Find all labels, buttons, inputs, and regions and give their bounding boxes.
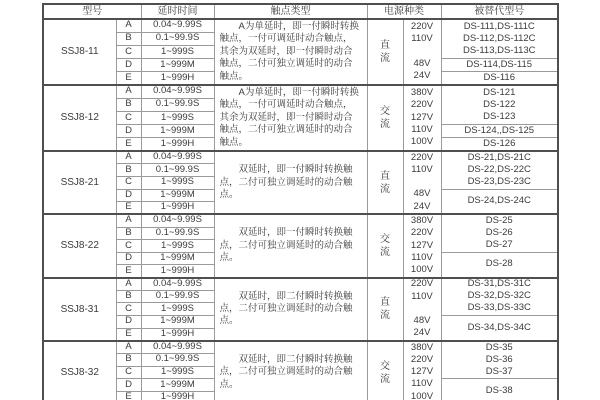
- voltage-value: 110V: [411, 378, 433, 390]
- replaced-cell: [441, 85, 558, 125]
- table-row: [43, 19, 558, 32]
- replaced-model: DS-34,DS-34C: [441, 316, 558, 341]
- delay-value: 1~999H: [141, 392, 214, 400]
- replaced-model: DS-24,DS-24C: [441, 189, 558, 214]
- voltage-cell: [403, 19, 441, 85]
- row-letter: C: [116, 111, 141, 124]
- model-cell: SSJ8-22: [43, 214, 116, 277]
- delay-value: 1~999H: [141, 72, 214, 85]
- delay-value: 1~999S: [141, 45, 214, 58]
- table-row: [43, 151, 558, 164]
- header-row: [43, 4, 558, 19]
- replaced-model: DS-36: [485, 353, 513, 365]
- power-kind-cell: [367, 85, 403, 151]
- power-kind: 直流: [380, 297, 390, 322]
- row-letter: B: [116, 98, 141, 111]
- header-contact: 触点类型: [214, 4, 367, 19]
- replaced-cell: [441, 214, 558, 252]
- power-kind-cell: [367, 278, 403, 341]
- replaced-model: DS-112,DS-112C: [462, 32, 536, 44]
- delay-value: 1~999M: [141, 189, 214, 202]
- contact-cell: [214, 214, 367, 277]
- row-letter: C: [116, 240, 141, 253]
- delay-value: 1~999S: [141, 303, 214, 316]
- delay-value: 0.1~99.9S: [141, 32, 214, 45]
- voltage-value: 127V: [410, 111, 434, 123]
- replaced-model: DS-111,DS-111C: [463, 20, 535, 32]
- row-letter: D: [116, 316, 141, 329]
- table-row: [43, 278, 558, 291]
- delay-value: 1~999S: [141, 240, 214, 253]
- voltage-value: 110V: [411, 290, 433, 302]
- replaced-model: DS-113,DS-113C: [462, 44, 536, 56]
- contact-cell: [214, 341, 367, 400]
- replaced-model: DS-23,DS-23C: [467, 175, 531, 187]
- row-letter: D: [116, 189, 141, 202]
- replaced-model: DS-25: [485, 215, 513, 227]
- replaced-model: DS-114,DS-115: [441, 59, 558, 72]
- replaced-model: DS-122: [483, 98, 516, 110]
- row-letter: A: [116, 341, 141, 354]
- delay-value: 1~999S: [141, 366, 214, 379]
- replaced-model: DS-116: [441, 72, 558, 85]
- voltage-value: 110V: [411, 164, 433, 176]
- contact-description: 双延时，即一付瞬时转换触点，二付可独立调延时的动合触点。: [219, 227, 353, 264]
- delay-value: 0.04~9.99S: [141, 85, 214, 98]
- replaced-model: DS-21,DS-21C: [467, 151, 531, 163]
- replaced-model: DS-32,DS-32C: [467, 290, 531, 302]
- replaced-model: DS-38: [441, 379, 558, 400]
- delay-value: 1~999M: [141, 59, 214, 72]
- row-letter: A: [116, 278, 141, 291]
- delay-value: 1~999H: [141, 265, 214, 278]
- replaced-model: DS-27: [485, 239, 513, 251]
- contact-description: A为单延时，即一付瞬时转换触点，一付可调延时动合触点，其余为双延时，即一付瞬时动合触点，二付可独立调延时的动合触点。: [219, 87, 359, 148]
- row-letter: D: [116, 125, 141, 138]
- row-letter: E: [116, 392, 141, 400]
- model-cell: SSJ8-32: [43, 341, 116, 400]
- delay-value: 0.04~9.99S: [141, 151, 214, 164]
- row-letter: C: [116, 176, 141, 189]
- voltage-value: 127V: [410, 239, 434, 251]
- voltage-value: 48V: [413, 315, 431, 327]
- header-delay: 延时时间: [141, 4, 214, 19]
- power-kind-cell: [367, 151, 403, 214]
- voltage-value: 380V: [410, 341, 434, 353]
- voltage-value: 48V: [413, 188, 431, 200]
- voltage-cell: [403, 85, 441, 151]
- power-kind-cell: [367, 214, 403, 277]
- row-letter: C: [116, 45, 141, 58]
- delay-value: 1~999M: [141, 125, 214, 138]
- header-model: 型号: [43, 4, 141, 19]
- voltage-value: 100V: [410, 263, 434, 275]
- voltage-cell: [403, 151, 441, 214]
- voltage-value: 220V: [410, 151, 434, 163]
- row-letter: D: [116, 252, 141, 265]
- voltage-cell: [403, 214, 441, 277]
- voltage-cell: [403, 278, 441, 341]
- voltage-value: 110V: [411, 123, 433, 135]
- row-letter: A: [116, 214, 141, 227]
- spec-table: [42, 3, 559, 400]
- contact-description: 双延时，即二付瞬时转换触点，二付可独立调延时的动合触点。: [219, 290, 353, 327]
- delay-value: 1~999S: [141, 111, 214, 124]
- row-letter: E: [116, 328, 141, 341]
- row-letter: E: [116, 265, 141, 278]
- row-letter: B: [116, 354, 141, 367]
- replaced-model: DS-123: [483, 110, 516, 122]
- voltage-value: 220V: [410, 353, 434, 365]
- delay-value: 0.04~9.99S: [141, 19, 214, 32]
- power-kind: 直流: [380, 40, 390, 65]
- voltage-value: 100V: [410, 390, 434, 400]
- replaced-model: DS-33,DS-33C: [467, 302, 531, 314]
- replaced-cell: [441, 341, 558, 379]
- replaced-model: DS-37: [485, 365, 513, 377]
- row-letter: A: [116, 85, 141, 98]
- replaced-model: DS-28: [441, 252, 558, 277]
- contact-description: 双延时，即二付瞬时转换触点，二付可独立调延时的动合触点。: [219, 353, 353, 390]
- voltage-value: [404, 46, 441, 58]
- delay-value: 0.1~99.9S: [141, 290, 214, 303]
- row-letter: B: [116, 290, 141, 303]
- model-cell: SSJ8-21: [43, 151, 116, 214]
- row-letter: A: [116, 151, 141, 164]
- voltage-cell: [403, 341, 441, 400]
- voltage-value: 100V: [410, 136, 434, 147]
- voltage-value: 220V: [410, 99, 434, 111]
- row-letter: D: [116, 379, 141, 392]
- replaced-cell: [441, 278, 558, 316]
- power-kind: 交流: [380, 106, 390, 131]
- contact-description: A为单延时，即一付瞬时转换触点，一付可调延时动合触点，其余为双延时，即一付瞬时动合触点，二付可独立调延时的动合触点。: [219, 21, 359, 82]
- delay-value: 0.04~9.99S: [141, 341, 214, 354]
- power-kind: 交流: [380, 233, 390, 258]
- replaced-model: DS-26: [485, 227, 513, 239]
- delay-value: 0.04~9.99S: [141, 278, 214, 291]
- voltage-value: 220V: [410, 21, 434, 33]
- contact-cell: [214, 278, 367, 341]
- row-letter: E: [116, 138, 141, 151]
- replaced-model: DS-121: [483, 86, 516, 98]
- voltage-value: 24V: [413, 69, 431, 81]
- model-cell: SSJ8-12: [43, 85, 116, 151]
- power-kind: 直流: [380, 170, 390, 195]
- row-letter: B: [116, 227, 141, 240]
- row-letter: D: [116, 59, 141, 72]
- delay-value: 0.04~9.99S: [141, 214, 214, 227]
- voltage-value: 220V: [410, 227, 434, 239]
- voltage-value: 110V: [411, 251, 433, 263]
- delay-value: 1~999H: [141, 328, 214, 341]
- delay-value: 1~999H: [141, 202, 214, 215]
- row-letter: B: [116, 164, 141, 177]
- voltage-value: 380V: [410, 215, 434, 227]
- contact-cell: [214, 85, 367, 151]
- row-letter: E: [116, 72, 141, 85]
- row-letter: C: [116, 303, 141, 316]
- row-letter: B: [116, 32, 141, 45]
- delay-value: 0.1~99.9S: [141, 354, 214, 367]
- delay-value: 1~999M: [141, 316, 214, 329]
- row-letter: C: [116, 366, 141, 379]
- header-power: 电源种类: [367, 4, 441, 19]
- voltage-value: [404, 177, 441, 189]
- voltage-value: 127V: [410, 366, 434, 378]
- delay-value: 0.1~99.9S: [141, 227, 214, 240]
- delay-value: 1~999M: [141, 252, 214, 265]
- voltage-value: 110V: [411, 33, 433, 45]
- row-letter: E: [116, 202, 141, 215]
- contact-cell: [214, 19, 367, 85]
- replaced-model: DS-22,DS-22C: [467, 163, 531, 175]
- voltage-value: [404, 303, 441, 315]
- delay-value: 1~999S: [141, 176, 214, 189]
- voltage-value: 220V: [410, 278, 434, 290]
- voltage-value: 380V: [410, 87, 434, 99]
- replaced-model: DS-126: [441, 138, 558, 151]
- delay-value: 0.1~99.9S: [141, 164, 214, 177]
- delay-value: 1~999H: [141, 138, 214, 151]
- model-cell: SSJ8-31: [43, 278, 116, 341]
- contact-cell: [214, 151, 367, 214]
- replaced-cell: [441, 19, 558, 59]
- voltage-value: 24V: [413, 200, 431, 212]
- table-row: [43, 85, 558, 98]
- row-letter: A: [116, 19, 141, 32]
- delay-value: 0.1~99.9S: [141, 98, 214, 111]
- delay-value: 1~999M: [141, 379, 214, 392]
- contact-description: 双延时，即一付瞬时转换触点，二付可独立调延时的动合触点。: [219, 164, 353, 200]
- replaced-model: DS-31,DS-31C: [467, 278, 531, 290]
- power-kind-cell: [367, 19, 403, 85]
- voltage-value: 24V: [413, 327, 431, 339]
- table-row: [43, 214, 558, 227]
- header-replaced: 被替代型号: [441, 4, 558, 19]
- replaced-model: DS-35: [485, 341, 513, 353]
- replaced-cell: [441, 151, 558, 189]
- power-kind: 交流: [380, 360, 390, 385]
- power-kind-cell: [367, 341, 403, 400]
- voltage-value: 48V: [413, 57, 431, 69]
- table-row: [43, 341, 558, 354]
- model-cell: SSJ8-11: [43, 19, 116, 85]
- replaced-model: DS-124,,DS-125: [441, 125, 558, 138]
